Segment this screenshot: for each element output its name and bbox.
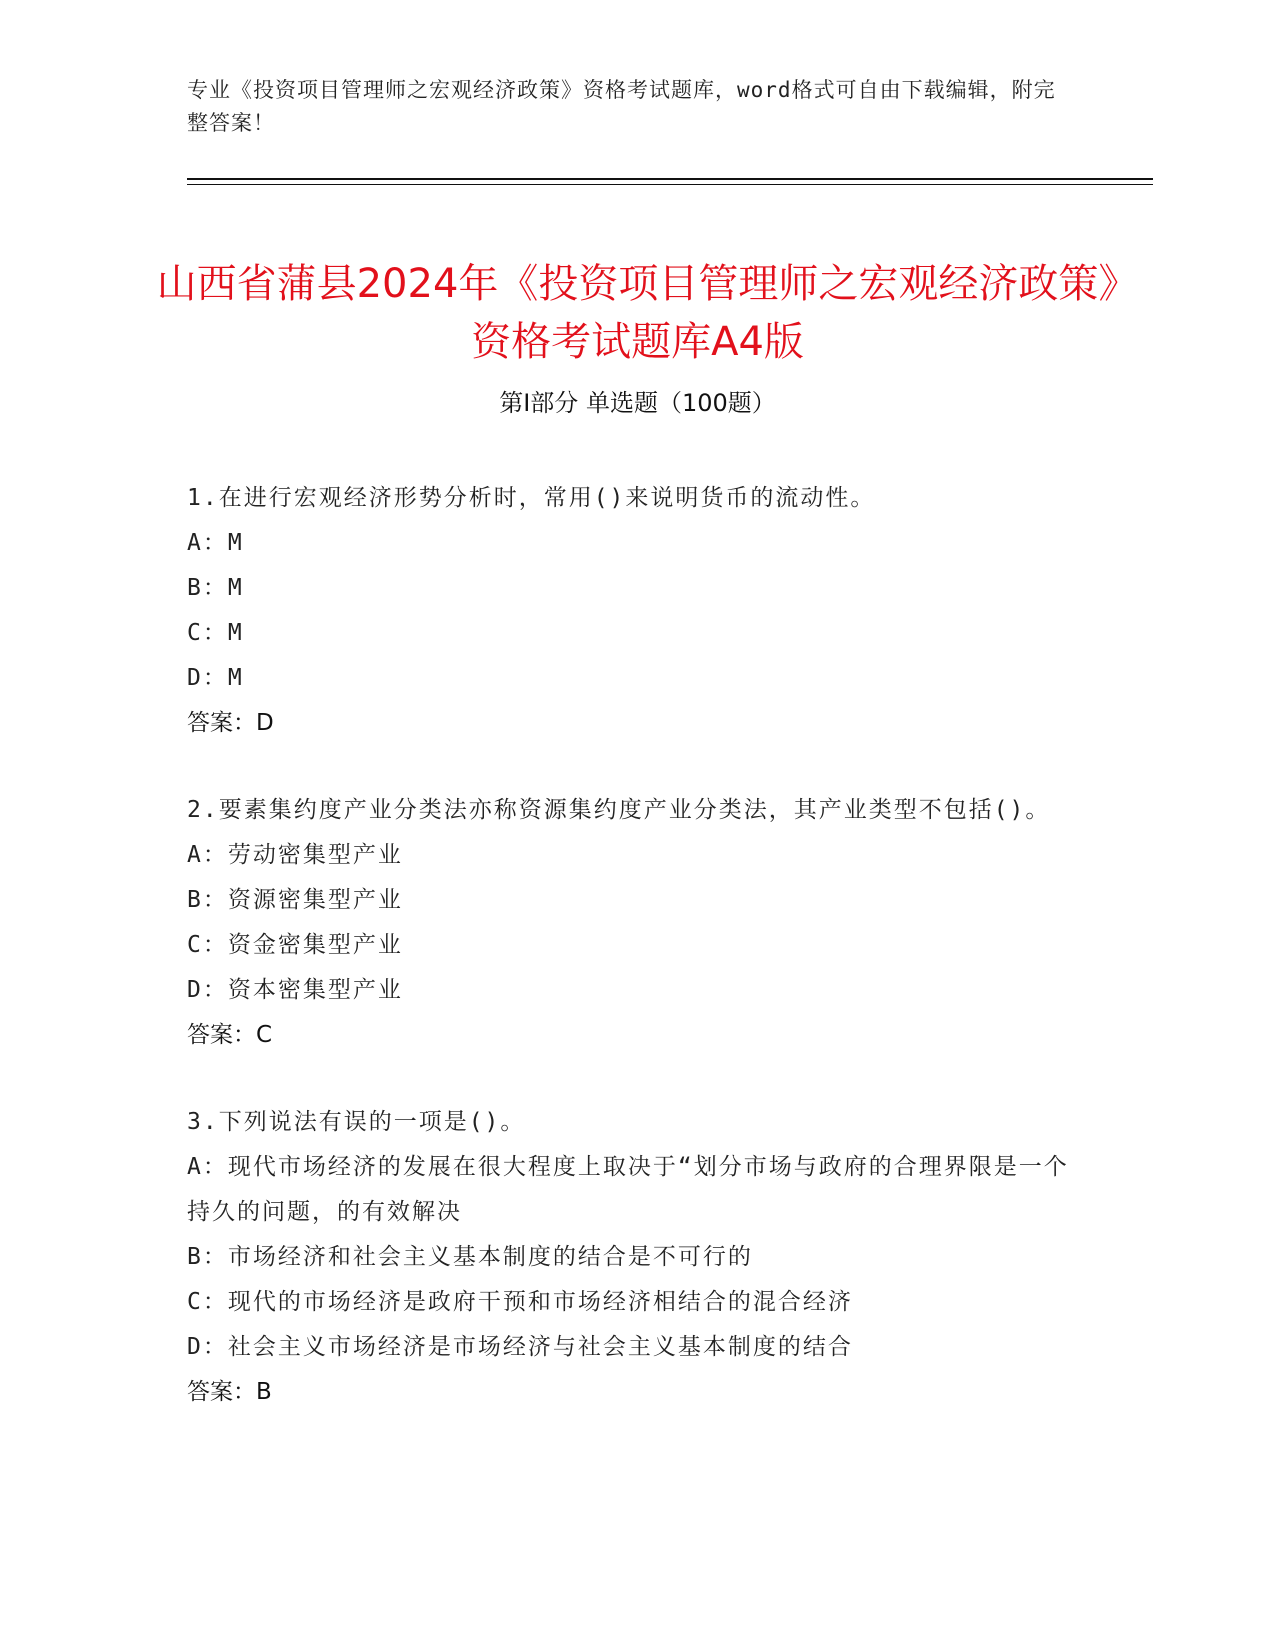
option-c: C：现代的市场经济是政府干预和市场经济相结合的混合经济 (187, 1289, 853, 1315)
answer: 答案：C (187, 1022, 273, 1048)
question-stem: 2.要素集约度产业分类法亦称资源集约度产业分类法，其产业类型不包括()。 (187, 797, 1051, 823)
question-list (187, 476, 1077, 1457)
option-a: A：M (187, 530, 244, 556)
option-c: C：M (187, 620, 244, 646)
option-d: D：社会主义市场经济是市场经济与社会主义基本制度的结合 (187, 1334, 853, 1360)
header-note: 专业《投资项目管理师之宏观经济政策》资格考试题库，word格式可自由下载编辑，附完整答案！ (187, 78, 1056, 135)
document-title: 山西省蒲县2024年《投资项目管理师之宏观经济政策》资格考试题库A4版 (156, 260, 1119, 365)
question-stem: 3.下列说法有误的一项是()。 (187, 1109, 526, 1135)
header-divider-thin (187, 184, 1153, 185)
option-b: B：市场经济和社会主义基本制度的结合是不可行的 (187, 1244, 753, 1270)
option-d: D：资本密集型产业 (187, 977, 403, 1003)
answer: 答案：B (187, 1379, 272, 1405)
option-d: D：M (187, 665, 244, 691)
answer: 答案：D (187, 710, 274, 736)
section-title: 第Ⅰ部分 单选题（100题） (499, 389, 776, 417)
option-a: A：现代市场经济的发展在很大程度上取决于“划分市场与政府的合理界限是一个持久的问题，的有效解决 (187, 1154, 1069, 1225)
question-3 (187, 1100, 1077, 1415)
option-c: C：资金密集型产业 (187, 932, 403, 958)
option-b: B：资源密集型产业 (187, 887, 403, 913)
option-b: B：M (187, 575, 244, 601)
question-2 (187, 788, 1077, 1058)
header-divider-thick (187, 178, 1153, 180)
question-stem: 1.在进行宏观经济形势分析时，常用()来说明货币的流动性。 (187, 485, 876, 511)
option-a: A：劳动密集型产业 (187, 842, 403, 868)
question-1 (187, 476, 1077, 746)
